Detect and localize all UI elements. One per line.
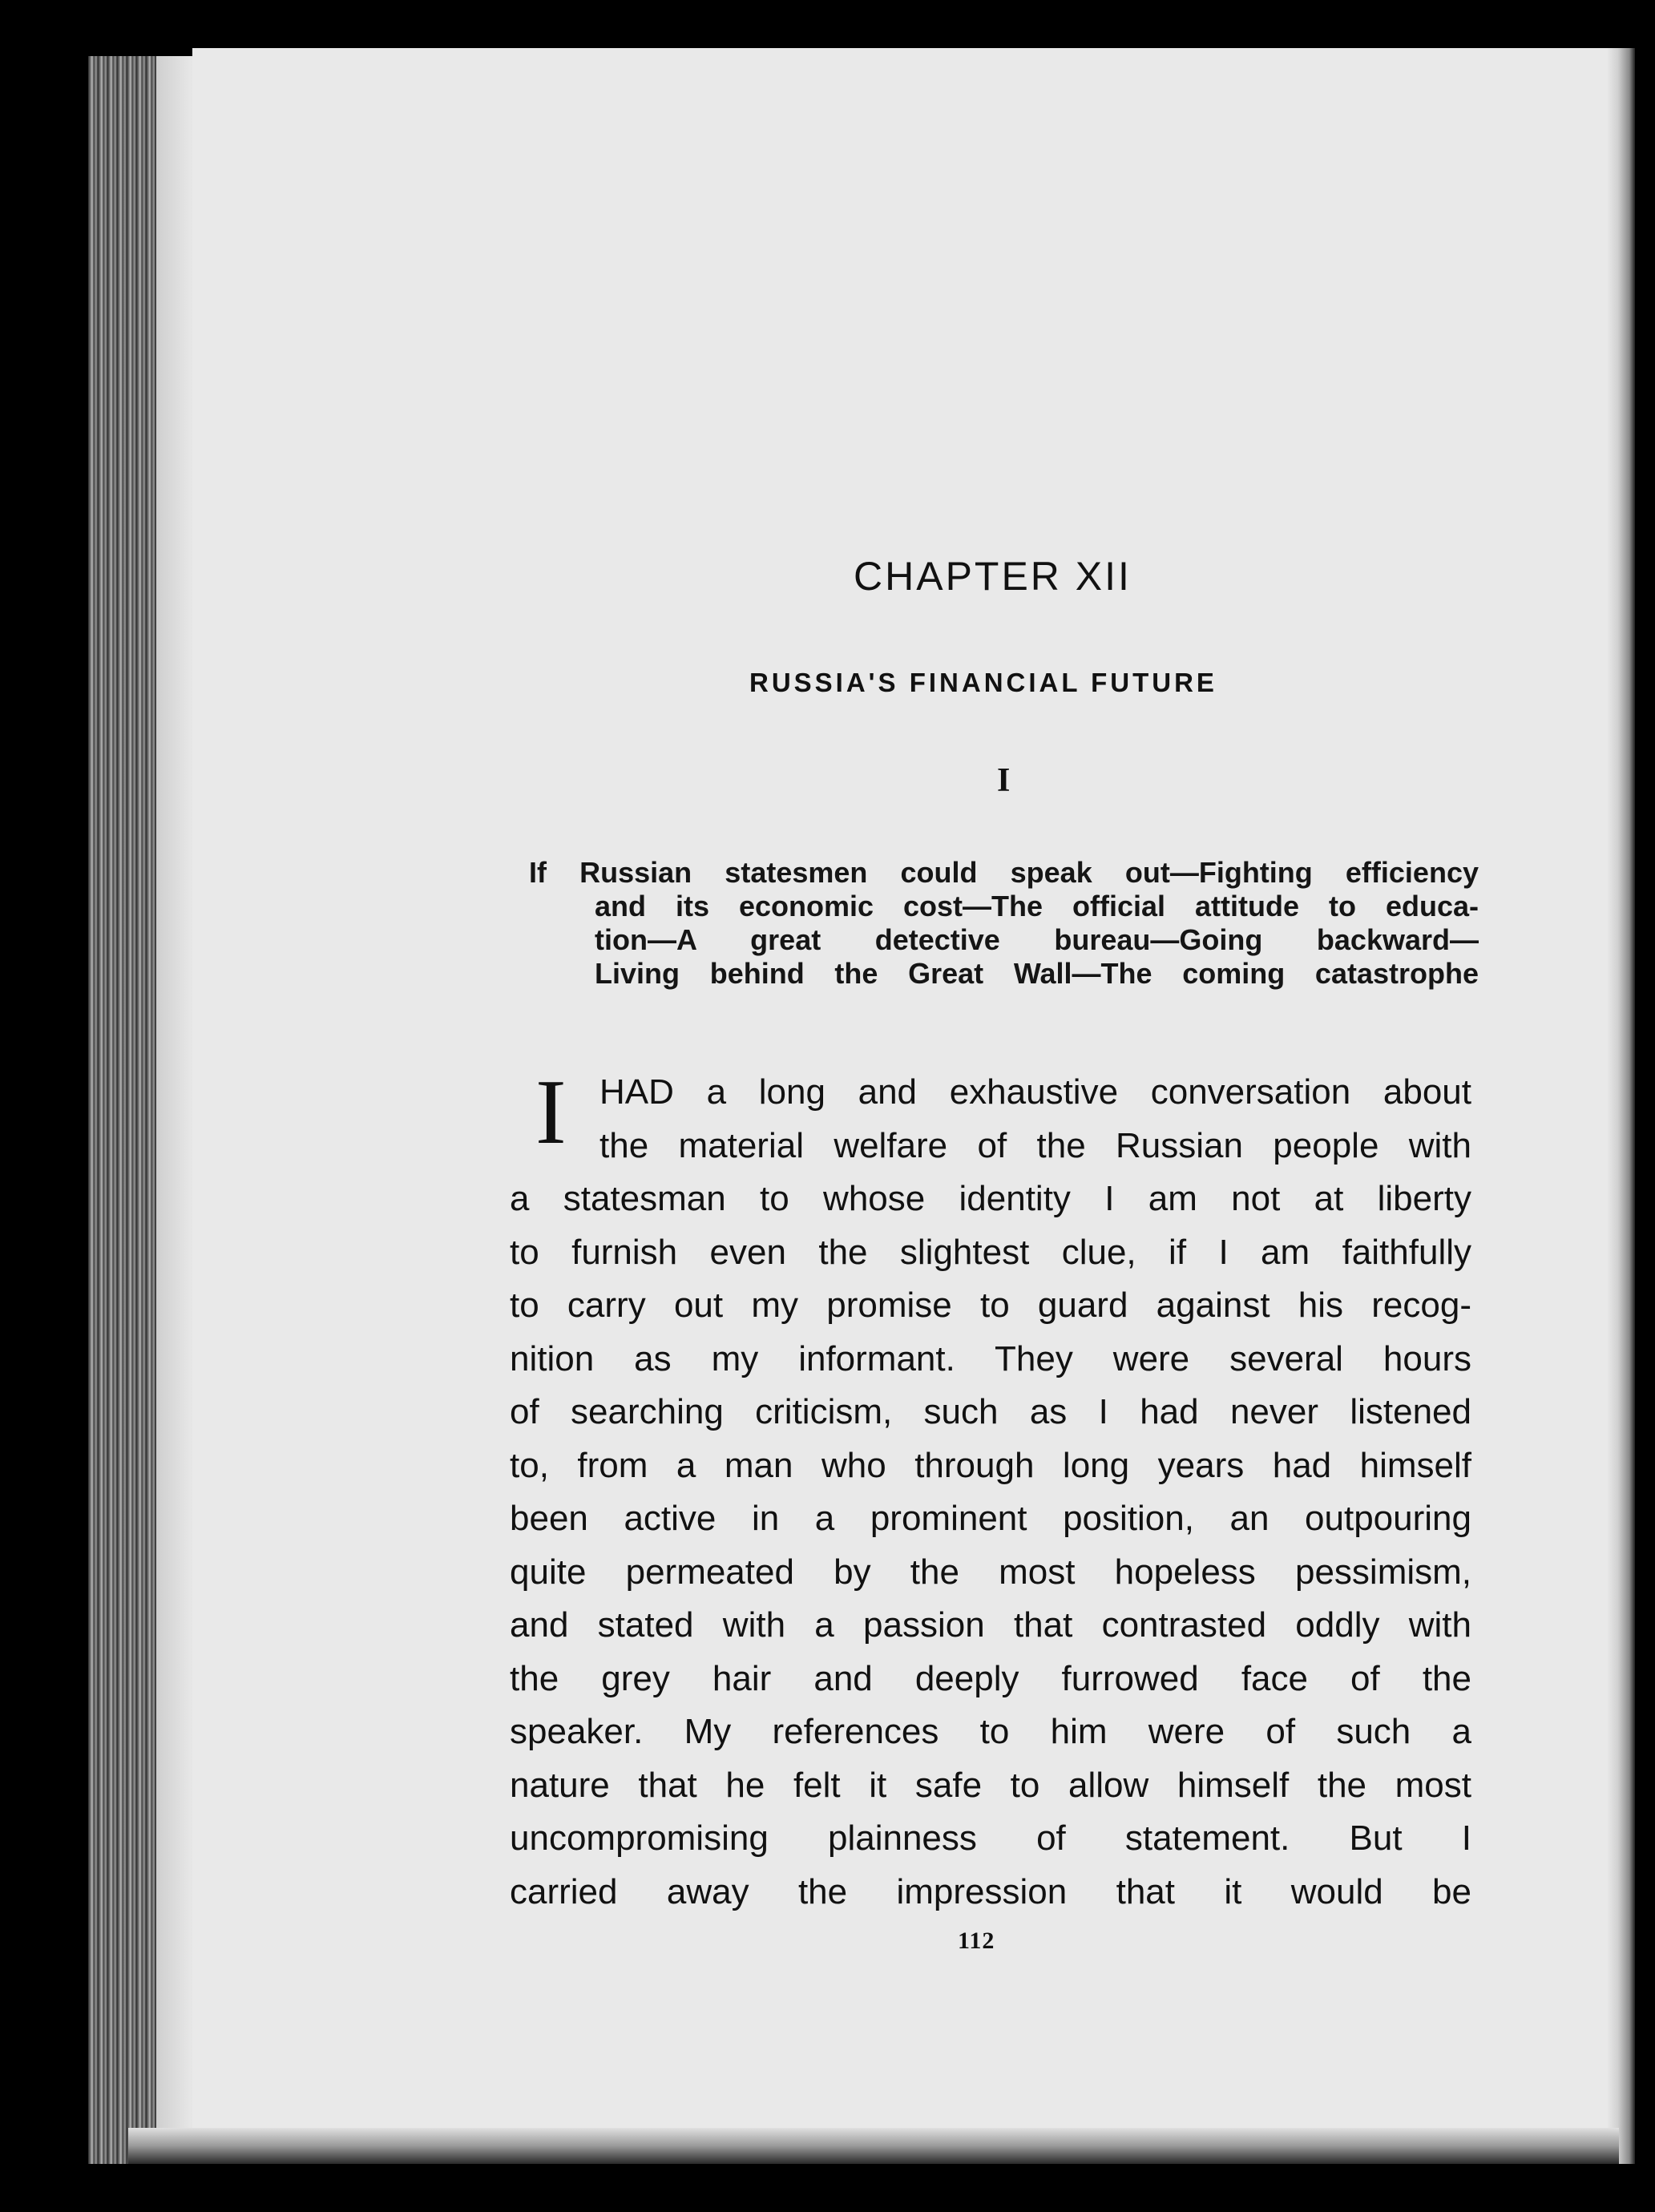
body-line: a statesman to whose identity I am not at liberty [510, 1179, 1471, 1218]
synopsis-line: If Russian statesmen could speak out—Fighting efficiency [529, 856, 1479, 889]
page-number: 112 [958, 1927, 995, 1954]
body-line: to carry out my promise to guard against his recog- [510, 1286, 1471, 1325]
body-line: of searching criticism, such as I had never listened [510, 1392, 1471, 1431]
body-line: nature that he felt it safe to allow himself the most [510, 1765, 1471, 1805]
body-line: to furnish even the slightest clue, if I am faithfully [510, 1232, 1471, 1272]
body-paragraph [510, 1061, 1471, 1919]
body-line: carried away the impression that it would be [510, 1871, 1471, 1911]
body-line: nition as my informant. They were several hours [510, 1338, 1471, 1378]
body-line: quite permeated by the most hopeless pessimism, [510, 1552, 1471, 1592]
body-line: uncompromising plainness of statement. But I [510, 1818, 1471, 1858]
body-line: the material welfare of the Russian people with [599, 1125, 1471, 1165]
section-numeral: I [997, 762, 1011, 799]
synopsis-line: Living behind the Great Wall—The coming catastrophe [595, 957, 1479, 990]
page-bottom-edge [128, 2128, 1619, 2164]
chapter-title: CHAPTER XII [854, 554, 1132, 599]
body-line: speaker. My references to him were of such a [510, 1712, 1471, 1751]
body-line: HAD a long and exhaustive conversation about [599, 1072, 1471, 1112]
body-line: been active in a prominent position, an outpouring [510, 1499, 1471, 1538]
chapter-subtitle: RUSSIA'S FINANCIAL FUTURE [749, 668, 1217, 697]
synopsis-line: and its economic cost—The official attitude to educa- [595, 890, 1479, 922]
synopsis-line: tion—A great detective bureau—Going backward— [595, 923, 1479, 956]
page-right-edge [1607, 48, 1635, 2164]
body-line: and stated with a passion that contrasted oddly with [510, 1605, 1471, 1645]
drop-cap: I [535, 1061, 567, 1164]
body-line: the grey hair and deeply furrowed face of the [510, 1658, 1471, 1698]
chapter-synopsis [529, 856, 1479, 991]
body-line: to, from a man who through long years had himself [510, 1445, 1471, 1485]
